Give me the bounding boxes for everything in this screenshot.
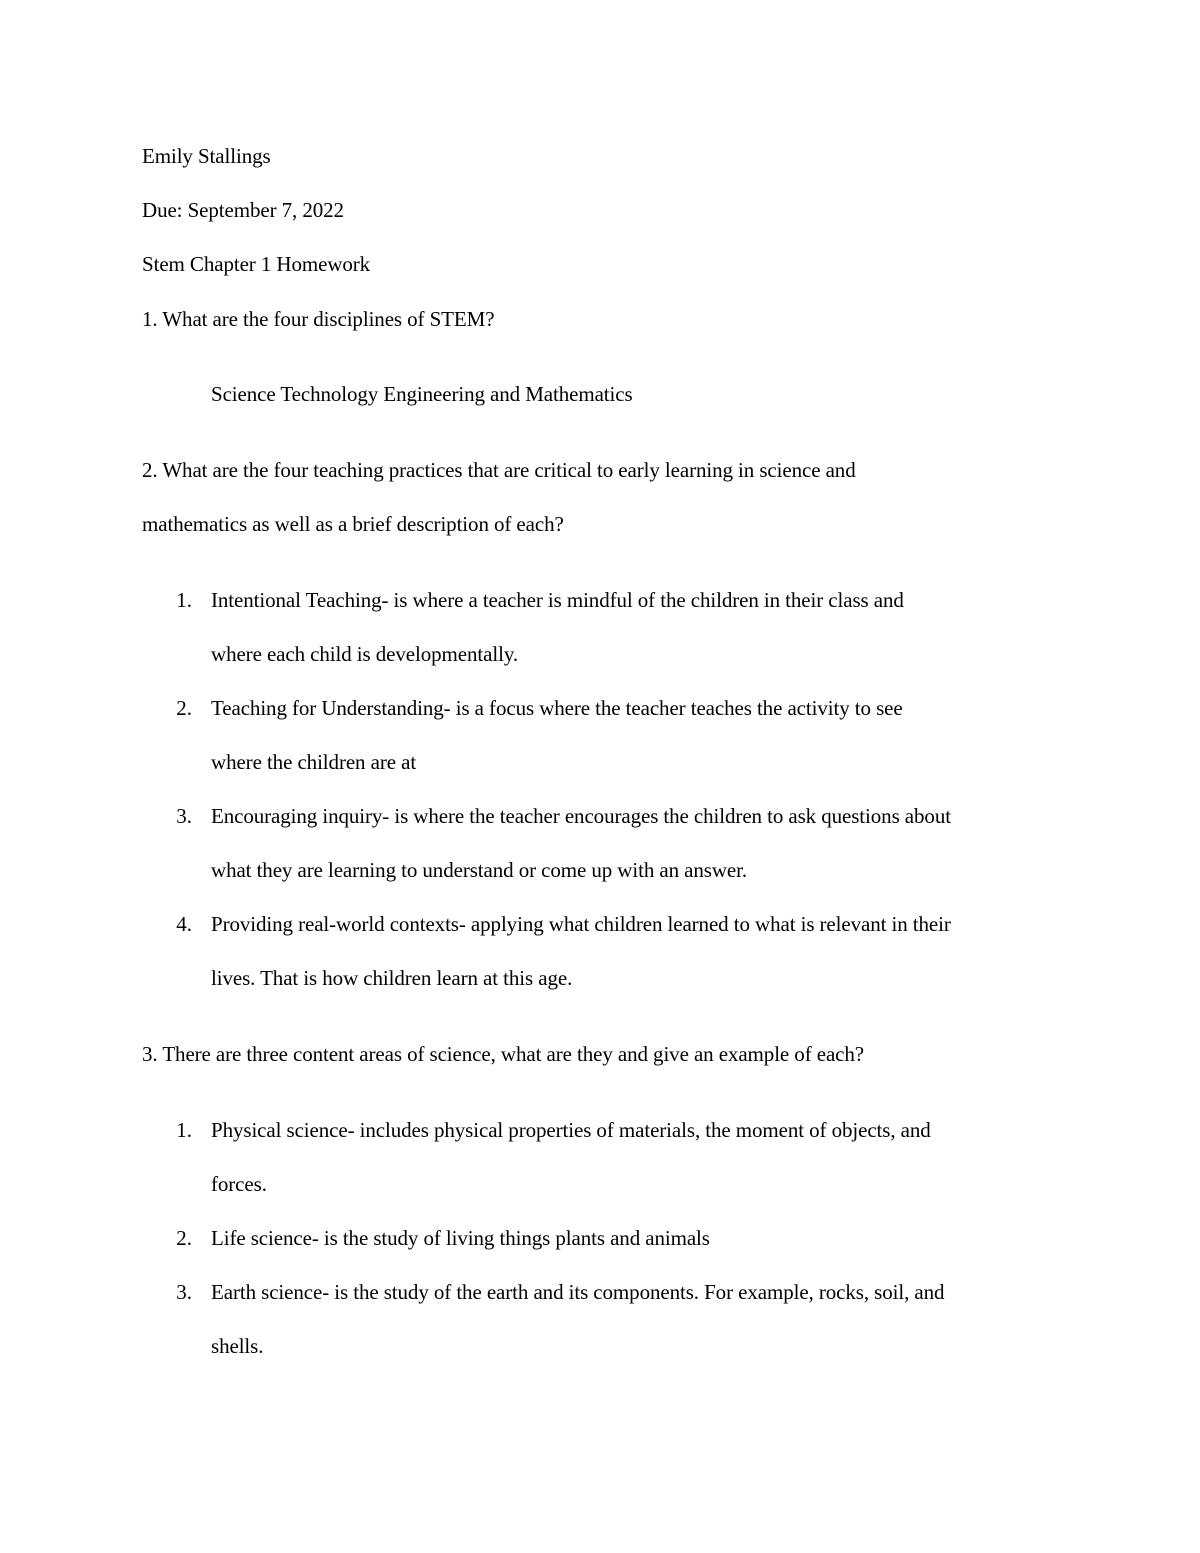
list-item-text-continued: lives. That is how children learn at this age. [211,966,573,990]
list-item-number: 3. [176,804,192,828]
list-item-text-continued: forces. [211,1172,267,1196]
list-item-text: Earth science- is the study of the earth and its components. For example, rocks, soil, and [211,1280,945,1304]
list-item-number: 2. [176,696,192,720]
list-item-text: Intentional Teaching- is where a teacher is mindful of the children in their class and [211,588,904,612]
question-2-line-2: mathematics as well as a brief description of each? [142,512,564,536]
document-title: Stem Chapter 1 Homework [142,252,371,276]
list-item-number: 2. [176,1226,192,1250]
question-2-line-1: 2. What are the four teaching practices that are critical to early learning in science and [142,458,856,482]
answer-1: Science Technology Engineering and Mathematics [211,382,633,406]
list-item-text: Teaching for Understanding- is a focus where the teacher teaches the activity to see [211,696,903,720]
list-item-text-continued: where the children are at [211,750,417,774]
list-item-text: Life science- is the study of living things plants and animals [211,1226,710,1250]
list-item-text: Providing real-world contexts- applying what children learned to what is relevant in their [211,912,951,936]
question-3: 3. There are three content areas of science, what are they and give an example of each? [142,1042,865,1066]
list-item-text: Physical science- includes physical properties of materials, the moment of objects, and [211,1118,931,1142]
list-item-text-continued: shells. [211,1334,264,1358]
question-1: 1. What are the four disciplines of STEM? [142,307,495,331]
list-item-text: Encouraging inquiry- is where the teacher encourages the children to ask questions about [211,804,951,828]
list-item-number: 4. [176,912,192,936]
list-item-number: 1. [176,588,192,612]
list-item-number: 3. [176,1280,192,1304]
list-item-text-continued: where each child is developmentally. [211,642,519,666]
due-date: Due: September 7, 2022 [142,198,344,222]
list-item-number: 1. [176,1118,192,1142]
author-name: Emily Stallings [142,144,271,168]
list-item-text-continued: what they are learning to understand or come up with an answer. [211,858,748,882]
